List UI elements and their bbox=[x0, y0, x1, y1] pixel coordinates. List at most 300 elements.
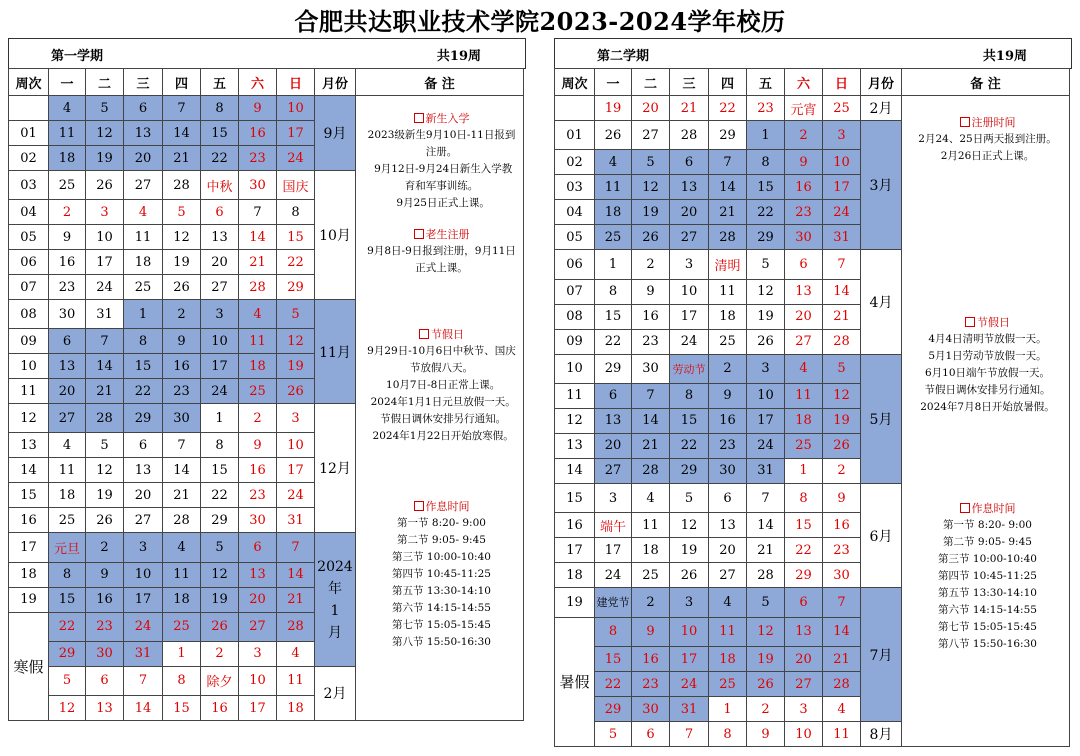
day-cell: 15 bbox=[595, 304, 632, 329]
note-section-returning-students bbox=[366, 226, 517, 277]
day-cell: 14 bbox=[823, 617, 861, 646]
day-cell: 21 bbox=[670, 96, 709, 121]
day-cell: 31 bbox=[823, 225, 861, 250]
header-thu: 四 bbox=[709, 69, 747, 96]
day-cell: 5 bbox=[86, 96, 124, 121]
checkbox-square-icon bbox=[414, 229, 424, 239]
day-cell: 29 bbox=[595, 697, 632, 722]
day-cell: 27 bbox=[670, 225, 709, 250]
note-section-holidays bbox=[366, 326, 517, 445]
day-cell: 8 bbox=[595, 279, 632, 304]
day-cell: 2 bbox=[785, 121, 823, 150]
week-number: 04 bbox=[9, 200, 49, 225]
day-cell: 4 bbox=[239, 300, 277, 329]
week-number: 05 bbox=[555, 225, 595, 250]
note-line: 10月7日-8日正常上课。 bbox=[382, 379, 501, 391]
day-cell: 31 bbox=[277, 508, 315, 533]
day-cell: 1 bbox=[785, 458, 823, 483]
day-cell: 2 bbox=[632, 588, 670, 617]
day-cell: 28 bbox=[670, 121, 709, 150]
note-line: 4月4日清明节放假一天。 bbox=[928, 333, 1047, 345]
day-cell: 3 bbox=[277, 404, 315, 433]
day-cell: 16 bbox=[785, 175, 823, 200]
page-title: 合肥共达职业技术学院2023-2024学年校历 bbox=[294, 7, 786, 36]
day-cell: 30 bbox=[709, 458, 747, 483]
day-cell: 12 bbox=[201, 562, 239, 587]
week-number: 01 bbox=[9, 121, 49, 146]
day-cell: 23 bbox=[163, 379, 201, 404]
day-cell: 3 bbox=[595, 483, 632, 512]
day-cell: 7 bbox=[709, 150, 747, 175]
week-number: 19 bbox=[9, 587, 49, 612]
day-cell: 1 bbox=[709, 697, 747, 722]
day-cell: 23 bbox=[86, 612, 124, 641]
day-cell: 8 bbox=[595, 617, 632, 646]
note-line: 第二节 9:05- 9:45 bbox=[943, 536, 1032, 548]
day-cell: 26 bbox=[747, 329, 785, 354]
day-cell: 20 bbox=[595, 433, 632, 458]
day-cell: 12 bbox=[163, 225, 201, 250]
month-label: 3月 bbox=[861, 121, 902, 250]
week-number: 02 bbox=[555, 150, 595, 175]
day-cell: 21 bbox=[632, 433, 670, 458]
day-cell: 2 bbox=[86, 533, 124, 562]
header-fri: 五 bbox=[201, 69, 239, 96]
day-cell: 27 bbox=[201, 275, 239, 300]
day-cell: 16 bbox=[163, 354, 201, 379]
day-cell: 19 bbox=[823, 408, 861, 433]
day-cell: 17 bbox=[823, 175, 861, 200]
week-number: 19 bbox=[555, 588, 595, 617]
month-label: 2月 bbox=[861, 96, 902, 121]
header-mon: 一 bbox=[595, 69, 632, 96]
day-cell: 25 bbox=[163, 612, 201, 641]
semester-2-calendar-table bbox=[554, 68, 1070, 747]
day-cell: 6 bbox=[709, 483, 747, 512]
day-cell: 17 bbox=[124, 587, 163, 612]
day-cell: 18 bbox=[124, 250, 163, 275]
day-cell: 25 bbox=[785, 433, 823, 458]
day-cell: 23 bbox=[239, 146, 277, 171]
day-cell: 6 bbox=[86, 666, 124, 695]
note-heading-text: 老生注册 bbox=[425, 228, 470, 241]
note-heading bbox=[912, 314, 1063, 331]
semester-2-total-weeks: 共19周 bbox=[982, 49, 1027, 64]
day-cell: 12 bbox=[49, 696, 86, 721]
note-section-holidays bbox=[912, 314, 1063, 416]
day-cell: 国庆 bbox=[277, 171, 315, 200]
day-cell: 27 bbox=[785, 672, 823, 697]
day-cell: 18 bbox=[239, 354, 277, 379]
day-cell: 20 bbox=[239, 587, 277, 612]
day-cell: 9 bbox=[823, 483, 861, 512]
note-line: 第八节 15:50-16:30 bbox=[392, 636, 491, 648]
day-cell: 16 bbox=[86, 587, 124, 612]
semester-1-panel bbox=[8, 38, 526, 748]
day-cell: 13 bbox=[124, 458, 163, 483]
day-cell: 4 bbox=[595, 150, 632, 175]
day-cell: 25 bbox=[124, 275, 163, 300]
day-cell: 6 bbox=[785, 250, 823, 279]
day-cell: 13 bbox=[785, 279, 823, 304]
day-cell: 2 bbox=[709, 354, 747, 383]
day-cell: 19 bbox=[670, 538, 709, 563]
header-week: 周次 bbox=[555, 69, 595, 96]
note-line: 9月8日-9日报到注册，9月11日正式上课。 bbox=[367, 245, 516, 274]
day-cell: 28 bbox=[823, 329, 861, 354]
week-number: 17 bbox=[555, 538, 595, 563]
day-cell: 9 bbox=[632, 617, 670, 646]
day-cell: 8 bbox=[747, 150, 785, 175]
checkbox-square-icon bbox=[960, 503, 970, 513]
day-cell: 30 bbox=[49, 300, 86, 329]
day-cell: 25 bbox=[239, 379, 277, 404]
day-cell: 16 bbox=[709, 408, 747, 433]
day-cell: 26 bbox=[163, 275, 201, 300]
day-cell: 18 bbox=[277, 696, 315, 721]
day-cell: 23 bbox=[632, 329, 670, 354]
day-cell: 3 bbox=[201, 300, 239, 329]
day-cell: 5 bbox=[747, 250, 785, 279]
day-cell: 30 bbox=[239, 171, 277, 200]
day-cell: 17 bbox=[201, 354, 239, 379]
day-cell: 7 bbox=[670, 722, 709, 747]
note-section-new-students bbox=[366, 110, 517, 212]
day-cell: 建党节 bbox=[595, 588, 632, 617]
day-cell: 31 bbox=[124, 641, 163, 666]
day-cell: 17 bbox=[86, 250, 124, 275]
day-cell: 22 bbox=[670, 433, 709, 458]
week-number: 18 bbox=[9, 562, 49, 587]
checkbox-square-icon bbox=[419, 329, 429, 339]
checkbox-square-icon bbox=[414, 113, 424, 123]
day-cell: 11 bbox=[49, 121, 86, 146]
day-cell: 25 bbox=[709, 329, 747, 354]
day-cell: 21 bbox=[823, 647, 861, 672]
day-cell: 15 bbox=[201, 458, 239, 483]
week-number: 11 bbox=[555, 383, 595, 408]
day-cell: 11 bbox=[785, 383, 823, 408]
day-cell: 19 bbox=[747, 647, 785, 672]
day-cell: 27 bbox=[124, 171, 163, 200]
week-number: 18 bbox=[555, 563, 595, 588]
day-cell: 清明 bbox=[709, 250, 747, 279]
week-number: 02 bbox=[9, 146, 49, 171]
day-cell: 29 bbox=[124, 404, 163, 433]
day-cell: 20 bbox=[785, 304, 823, 329]
day-cell: 22 bbox=[201, 483, 239, 508]
day-cell: 10 bbox=[747, 383, 785, 408]
day-cell: 26 bbox=[747, 672, 785, 697]
day-cell: 14 bbox=[823, 279, 861, 304]
day-cell: 7 bbox=[86, 329, 124, 354]
day-cell: 4 bbox=[632, 483, 670, 512]
day-cell: 26 bbox=[201, 612, 239, 641]
day-cell: 11 bbox=[163, 562, 201, 587]
day-cell: 12 bbox=[632, 175, 670, 200]
day-cell: 17 bbox=[277, 121, 315, 146]
day-cell: 2 bbox=[201, 641, 239, 666]
day-cell: 16 bbox=[239, 121, 277, 146]
day-cell: 4 bbox=[124, 200, 163, 225]
day-cell: 3 bbox=[239, 641, 277, 666]
day-cell: 9 bbox=[632, 279, 670, 304]
note-line: 第四节 10:45-11:25 bbox=[938, 570, 1037, 582]
day-cell: 15 bbox=[163, 696, 201, 721]
day-cell: 15 bbox=[49, 587, 86, 612]
month-label: 5月 bbox=[861, 354, 902, 483]
week-number: 03 bbox=[555, 175, 595, 200]
day-cell: 24 bbox=[670, 329, 709, 354]
day-cell: 17 bbox=[670, 647, 709, 672]
week-number: 07 bbox=[9, 275, 49, 300]
header-notes: 备 注 bbox=[356, 69, 524, 96]
note-heading bbox=[366, 326, 517, 343]
day-cell: 23 bbox=[823, 538, 861, 563]
day-cell: 8 bbox=[670, 383, 709, 408]
header-week: 周次 bbox=[9, 69, 49, 96]
day-cell: 26 bbox=[595, 121, 632, 150]
day-cell: 1 bbox=[124, 300, 163, 329]
day-cell: 8 bbox=[124, 329, 163, 354]
day-cell: 4 bbox=[163, 533, 201, 562]
note-line: 第一节 8:20- 9:00 bbox=[397, 517, 486, 529]
month-label: 2月 bbox=[315, 666, 356, 720]
day-cell: 5 bbox=[747, 588, 785, 617]
note-heading bbox=[366, 226, 517, 243]
day-cell: 21 bbox=[86, 379, 124, 404]
header-month: 月份 bbox=[315, 69, 356, 96]
header-month: 月份 bbox=[861, 69, 902, 96]
note-heading bbox=[366, 110, 517, 127]
day-cell: 9 bbox=[163, 329, 201, 354]
day-cell: 13 bbox=[86, 696, 124, 721]
week-number: 13 bbox=[9, 433, 49, 458]
header-tue: 二 bbox=[632, 69, 670, 96]
day-cell: 1 bbox=[201, 404, 239, 433]
week-number: 12 bbox=[9, 404, 49, 433]
day-cell: 22 bbox=[595, 329, 632, 354]
day-cell: 20 bbox=[124, 146, 163, 171]
week-row bbox=[555, 96, 1070, 121]
day-cell: 3 bbox=[86, 200, 124, 225]
day-cell: 30 bbox=[239, 508, 277, 533]
day-cell: 26 bbox=[277, 379, 315, 404]
header-mon: 一 bbox=[49, 69, 86, 96]
day-cell: 26 bbox=[632, 225, 670, 250]
day-cell: 27 bbox=[785, 329, 823, 354]
table-header-row bbox=[555, 69, 1070, 96]
week-number: 14 bbox=[9, 458, 49, 483]
day-cell: 28 bbox=[163, 508, 201, 533]
day-cell: 10 bbox=[201, 329, 239, 354]
note-line: 9月25日正式上课。 bbox=[393, 197, 490, 209]
day-cell: 27 bbox=[632, 121, 670, 150]
day-cell: 13 bbox=[595, 408, 632, 433]
week-number bbox=[9, 96, 49, 121]
day-cell: 15 bbox=[670, 408, 709, 433]
day-cell: 5 bbox=[670, 483, 709, 512]
day-cell: 10 bbox=[670, 617, 709, 646]
day-cell: 22 bbox=[49, 612, 86, 641]
day-cell: 7 bbox=[747, 483, 785, 512]
day-cell: 31 bbox=[670, 697, 709, 722]
day-cell: 1 bbox=[595, 250, 632, 279]
day-cell: 2 bbox=[823, 458, 861, 483]
header-fri: 五 bbox=[747, 69, 785, 96]
day-cell: 4 bbox=[823, 697, 861, 722]
day-cell: 11 bbox=[632, 513, 670, 538]
day-cell: 11 bbox=[124, 225, 163, 250]
day-cell: 14 bbox=[124, 696, 163, 721]
day-cell: 27 bbox=[239, 612, 277, 641]
day-cell: 28 bbox=[86, 404, 124, 433]
day-cell: 16 bbox=[201, 696, 239, 721]
day-cell: 10 bbox=[785, 722, 823, 747]
day-cell: 27 bbox=[595, 458, 632, 483]
day-cell: 13 bbox=[785, 617, 823, 646]
checkbox-square-icon bbox=[960, 117, 970, 127]
day-cell: 25 bbox=[595, 225, 632, 250]
note-line: 2月24、25日两天报到注册。 bbox=[918, 133, 1057, 145]
day-cell: 27 bbox=[709, 563, 747, 588]
day-cell: 21 bbox=[163, 483, 201, 508]
day-cell: 9 bbox=[747, 722, 785, 747]
week-number: 10 bbox=[9, 354, 49, 379]
semester-2-header bbox=[554, 38, 1072, 69]
day-cell: 25 bbox=[49, 171, 86, 200]
day-cell: 11 bbox=[709, 279, 747, 304]
day-cell: 19 bbox=[747, 304, 785, 329]
day-cell: 3 bbox=[124, 533, 163, 562]
week-number: 08 bbox=[555, 304, 595, 329]
day-cell: 18 bbox=[595, 200, 632, 225]
week-number: 16 bbox=[555, 513, 595, 538]
semester-1-header bbox=[8, 38, 526, 69]
header-thu: 四 bbox=[163, 69, 201, 96]
day-cell: 13 bbox=[670, 175, 709, 200]
note-line: 第一节 8:20- 9:00 bbox=[943, 519, 1032, 531]
day-cell: 19 bbox=[632, 200, 670, 225]
week-number: 07 bbox=[555, 279, 595, 304]
day-cell: 8 bbox=[201, 433, 239, 458]
day-cell: 7 bbox=[632, 383, 670, 408]
week-number: 13 bbox=[555, 433, 595, 458]
day-cell: 8 bbox=[785, 483, 823, 512]
week-number: 08 bbox=[9, 300, 49, 329]
day-cell: 22 bbox=[785, 538, 823, 563]
day-cell: 13 bbox=[201, 225, 239, 250]
day-cell: 15 bbox=[277, 225, 315, 250]
header-sun: 日 bbox=[823, 69, 861, 96]
day-cell: 31 bbox=[747, 458, 785, 483]
day-cell: 15 bbox=[785, 513, 823, 538]
day-cell: 26 bbox=[823, 433, 861, 458]
day-cell: 12 bbox=[747, 617, 785, 646]
day-cell: 16 bbox=[632, 647, 670, 672]
day-cell: 30 bbox=[163, 404, 201, 433]
day-cell: 11 bbox=[49, 458, 86, 483]
day-cell: 2 bbox=[747, 697, 785, 722]
day-cell: 30 bbox=[86, 641, 124, 666]
day-cell: 20 bbox=[201, 250, 239, 275]
day-cell: 29 bbox=[277, 275, 315, 300]
day-cell: 12 bbox=[823, 383, 861, 408]
day-cell: 13 bbox=[709, 513, 747, 538]
day-cell: 7 bbox=[163, 96, 201, 121]
day-cell: 16 bbox=[823, 513, 861, 538]
day-cell: 27 bbox=[49, 404, 86, 433]
day-cell: 9 bbox=[239, 96, 277, 121]
note-line: 第四节 10:45-11:25 bbox=[392, 568, 491, 580]
day-cell: 14 bbox=[163, 121, 201, 146]
day-cell: 29 bbox=[709, 121, 747, 150]
day-cell: 7 bbox=[124, 666, 163, 695]
header-sat: 六 bbox=[785, 69, 823, 96]
day-cell: 3 bbox=[747, 354, 785, 383]
day-cell: 6 bbox=[595, 383, 632, 408]
day-cell: 27 bbox=[124, 508, 163, 533]
winter-break-label: 寒假 bbox=[9, 612, 49, 720]
day-cell: 24 bbox=[823, 200, 861, 225]
day-cell: 14 bbox=[86, 354, 124, 379]
day-cell: 3 bbox=[785, 697, 823, 722]
day-cell: 15 bbox=[201, 121, 239, 146]
day-cell: 14 bbox=[632, 408, 670, 433]
day-cell: 31 bbox=[86, 300, 124, 329]
week-number: 15 bbox=[555, 483, 595, 512]
day-cell: 20 bbox=[785, 647, 823, 672]
day-cell: 除夕 bbox=[201, 666, 239, 695]
day-cell: 7 bbox=[823, 588, 861, 617]
day-cell: 17 bbox=[239, 696, 277, 721]
day-cell: 21 bbox=[277, 587, 315, 612]
day-cell: 1 bbox=[747, 121, 785, 150]
month-label: 4月 bbox=[861, 250, 902, 354]
month-label: 10月 bbox=[315, 171, 356, 300]
week-number: 04 bbox=[555, 200, 595, 225]
day-cell: 4 bbox=[709, 588, 747, 617]
notes-column bbox=[356, 96, 524, 721]
day-cell: 10 bbox=[124, 562, 163, 587]
day-cell: 6 bbox=[670, 150, 709, 175]
note-section-registration bbox=[912, 114, 1063, 165]
day-cell: 15 bbox=[595, 647, 632, 672]
day-cell: 24 bbox=[124, 612, 163, 641]
day-cell: 20 bbox=[670, 200, 709, 225]
day-cell: 11 bbox=[239, 329, 277, 354]
day-cell: 9 bbox=[239, 433, 277, 458]
semester-1-calendar-table bbox=[8, 68, 524, 721]
day-cell: 13 bbox=[124, 121, 163, 146]
week-number: 11 bbox=[9, 379, 49, 404]
month-label: 11月 bbox=[315, 300, 356, 404]
note-heading bbox=[912, 114, 1063, 131]
note-heading bbox=[366, 498, 517, 515]
day-cell: 9 bbox=[709, 383, 747, 408]
note-line: 2月26日正式上课。 bbox=[940, 150, 1035, 162]
day-cell: 6 bbox=[785, 588, 823, 617]
note-line: 5月1日劳动节放假一天。 bbox=[928, 350, 1047, 362]
day-cell: 8 bbox=[277, 200, 315, 225]
month-label: 2024 年 1 月 bbox=[315, 533, 356, 666]
day-cell: 22 bbox=[201, 146, 239, 171]
month-label: 8月 bbox=[861, 722, 902, 747]
note-line: 第三节 10:00-10:40 bbox=[392, 551, 491, 563]
day-cell: 10 bbox=[823, 150, 861, 175]
day-cell: 19 bbox=[595, 96, 632, 121]
week-number: 10 bbox=[555, 354, 595, 383]
